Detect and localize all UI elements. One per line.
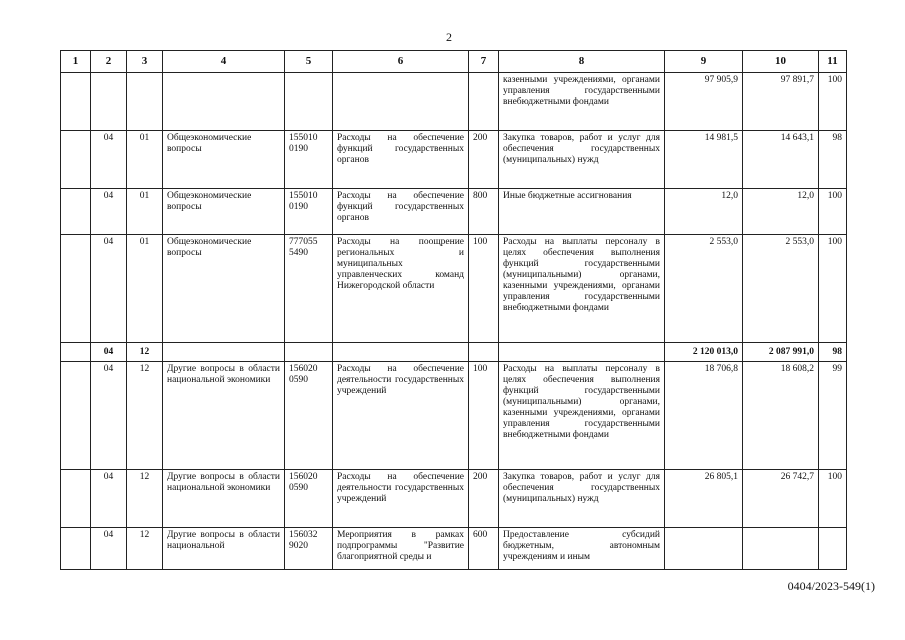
vr-cell: 100	[469, 235, 499, 343]
column-header: 1	[61, 51, 91, 73]
plan-total-cell: 2 120 013,0	[665, 343, 743, 362]
row-number-cell	[61, 343, 91, 362]
percent-cell: 100	[819, 73, 847, 131]
podrazdel-cell: 12	[127, 528, 163, 570]
plan-cell: 2 553,0	[665, 235, 743, 343]
plan-cell: 12,0	[665, 189, 743, 235]
vr-cell: 100	[469, 362, 499, 470]
subtotal-row	[61, 343, 847, 362]
name-cell: Другие вопросы в области национальной	[163, 528, 285, 570]
plan-cell: 18 706,8	[665, 362, 743, 470]
fact-cell: 12,0	[743, 189, 819, 235]
plan-cell: 14 981,5	[665, 131, 743, 189]
plan-cell	[665, 528, 743, 570]
row-number-cell	[61, 73, 91, 131]
fact-total-cell: 2 087 991,0	[743, 343, 819, 362]
podrazdel-cell: 12	[127, 470, 163, 528]
row-number-cell	[61, 235, 91, 343]
table-row	[61, 131, 847, 189]
column-header: 2	[91, 51, 127, 73]
csr-cell	[285, 73, 333, 131]
percent-cell	[819, 528, 847, 570]
row-number-cell	[61, 189, 91, 235]
csr-name-cell	[333, 73, 469, 131]
page-number: 2	[446, 30, 452, 44]
csr-name-cell: Расходы на обеспечение деятельности государственных учреждений	[333, 362, 469, 470]
vr-name-cell: Расходы на выплаты персоналу в целях обеспечения выполнения функций государственными (муниципальными) органами, казенными учреждениями, органами управления государственными внебюджетными фондами	[499, 235, 665, 343]
vr-cell	[469, 73, 499, 131]
percent-total-cell: 98	[819, 343, 847, 362]
name-cell	[163, 73, 285, 131]
vr-cell: 600	[469, 528, 499, 570]
vr-name-cell: Закупка товаров, работ и услуг для обеспечения государственных (муниципальных) нужд	[499, 470, 665, 528]
row-number-cell	[61, 131, 91, 189]
percent-cell: 100	[819, 235, 847, 343]
csr-cell: 155010 0190	[285, 189, 333, 235]
column-header: 9	[665, 51, 743, 73]
column-header: 4	[163, 51, 285, 73]
percent-cell: 100	[819, 189, 847, 235]
podrazdel-cell	[127, 73, 163, 131]
budget-table	[60, 50, 847, 570]
razdel-cell: 04	[91, 131, 127, 189]
vr-cell: 200	[469, 131, 499, 189]
column-header: 10	[743, 51, 819, 73]
csr-cell: 156020 0590	[285, 470, 333, 528]
csr-name-cell: Расходы на обеспечение функций государственных органов	[333, 189, 469, 235]
name-cell: Общеэкономические вопросы	[163, 131, 285, 189]
row-number-cell	[61, 470, 91, 528]
percent-cell: 100	[819, 470, 847, 528]
name-cell: Общеэкономические вопросы	[163, 235, 285, 343]
column-header: 3	[127, 51, 163, 73]
table-row	[61, 528, 847, 570]
podrazdel-cell: 12	[127, 343, 163, 362]
vr-name-cell: Расходы на выплаты персоналу в целях обеспечения выполнения функций государственными (муниципальными) органами, казенными учреждениями, органами управления государственными внебюджетными фондами	[499, 362, 665, 470]
fact-cell: 26 742,7	[743, 470, 819, 528]
razdel-cell: 04	[91, 528, 127, 570]
vr-name-cell: Иные бюджетные ассигнования	[499, 189, 665, 235]
csr-name-cell: Расходы на обеспечение функций государственных органов	[333, 131, 469, 189]
fact-cell: 14 643,1	[743, 131, 819, 189]
podrazdel-cell: 01	[127, 235, 163, 343]
fact-cell	[743, 528, 819, 570]
column-header: 7	[469, 51, 499, 73]
csr-name-cell: Расходы на поощрение региональных и муниципальных управленческих команд Нижегородской области	[333, 235, 469, 343]
vr-name-cell: Закупка товаров, работ и услуг для обеспечения государственных (муниципальных) нужд	[499, 131, 665, 189]
vr-name-cell: Предоставление субсидий бюджетным, автономным учреждениям и иным	[499, 528, 665, 570]
csr-cell: 156020 0590	[285, 362, 333, 470]
razdel-cell: 04	[91, 189, 127, 235]
percent-cell: 98	[819, 131, 847, 189]
name-cell: Общеэкономические вопросы	[163, 189, 285, 235]
vr-cell: 200	[469, 470, 499, 528]
razdel-cell: 04	[91, 470, 127, 528]
vr-cell: 800	[469, 189, 499, 235]
podrazdel-cell: 12	[127, 362, 163, 470]
razdel-cell: 04	[91, 343, 127, 362]
csr-name-cell: Мероприятия в рамках подпрограммы "Развитие благоприятной среды и	[333, 528, 469, 570]
plan-cell: 97 905,9	[665, 73, 743, 131]
document-code: 0404/2023-549(1)	[787, 579, 875, 593]
razdel-cell	[91, 73, 127, 131]
row-number-cell	[61, 362, 91, 470]
name-cell: Другие вопросы в области национальной экономики	[163, 470, 285, 528]
table-row	[61, 189, 847, 235]
table-header-row	[61, 51, 847, 73]
table-row	[61, 362, 847, 470]
razdel-cell: 04	[91, 235, 127, 343]
column-header: 11	[819, 51, 847, 73]
row-number-cell	[61, 528, 91, 570]
table-row	[61, 235, 847, 343]
csr-cell: 777055 5490	[285, 235, 333, 343]
percent-cell: 99	[819, 362, 847, 470]
csr-cell: 156032 9020	[285, 528, 333, 570]
podrazdel-cell: 01	[127, 189, 163, 235]
razdel-cell: 04	[91, 362, 127, 470]
vr-name-cell: казенными учреждениями, органами управления государственными внебюджетными фондами	[499, 73, 665, 131]
column-header: 8	[499, 51, 665, 73]
column-header: 6	[333, 51, 469, 73]
podrazdel-cell: 01	[127, 131, 163, 189]
name-cell: Другие вопросы в области национальной экономики	[163, 362, 285, 470]
fact-cell: 18 608,2	[743, 362, 819, 470]
csr-cell: 155010 0190	[285, 131, 333, 189]
fact-cell: 2 553,0	[743, 235, 819, 343]
csr-name-cell: Расходы на обеспечение деятельности государственных учреждений	[333, 470, 469, 528]
table-row	[61, 73, 847, 131]
column-header: 5	[285, 51, 333, 73]
fact-cell: 97 891,7	[743, 73, 819, 131]
plan-cell: 26 805,1	[665, 470, 743, 528]
table-row	[61, 470, 847, 528]
